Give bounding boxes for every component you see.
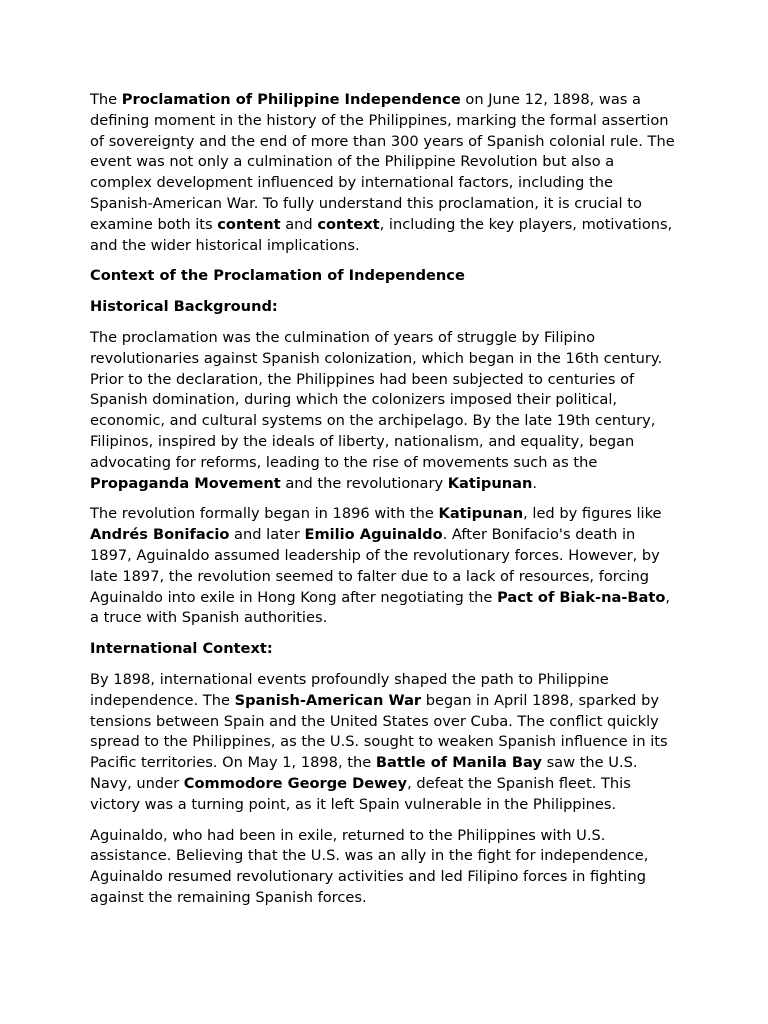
intro-text: and [280,215,318,233]
paragraph-text: , defeat the Spanish fleet. This victory was a turning point, as it left Spain vulnerable in the Philippines. [90,774,631,813]
historical-paragraph-1 [90,328,680,494]
international-paragraph-1 [90,670,680,816]
content-term: content [217,215,281,233]
paragraph-text: . After Bonifacio's death in 1897, Aguinaldo assumed leadership of the revolutionary forces. However, by late 1897, the revolution seemed to falter due to a lack of resources, forcing Aguinaldo into exile in Hong Kong after negotiating the [90,526,660,606]
subheading-international-context: International Context: [90,640,273,658]
paragraph-text: saw the U.S. Navy, under [90,754,638,792]
propaganda-movement-term: Propaganda Movement [90,474,281,492]
section-heading-context: Context of the Proclamation of Independence [90,267,465,285]
intro-text: The [90,91,122,108]
historical-paragraph-2 [90,504,680,629]
subheading-historical-background: Historical Background: [90,298,278,316]
katipunan-term: Katipunan [438,505,524,523]
battle-of-manila-bay-term: Battle of Manila Bay [375,754,542,772]
biak-na-bato-term: Pact of Biak-na-Bato [497,588,666,606]
bonifacio-term: Andrés Bonifacio [90,526,230,544]
spanish-american-war-term: Spanish-American War [234,691,422,709]
paragraph-text: , led by figures like [523,505,662,523]
paragraph-text: By 1898, international events profoundly shaped the path to Philippine independence. The [90,670,609,709]
proclamation-term: Proclamation of Philippine Independence [121,91,461,108]
intro-paragraph [90,90,680,256]
paragraph-text: and the revolutionary [280,474,448,492]
paragraph-text: and later [229,526,305,544]
context-term: context [317,215,380,233]
international-paragraph-2: Aguinaldo, who had been in exile, returned to the Philippines with U.S. assistance. Believing that the U.S. was an ally in the fight for independence, Aguinaldo resumed revolutionary activities and led Filipino forces in fighting against the remaining Spanish forces. [90,826,649,906]
paragraph-text: . [532,474,537,492]
intro-text: on June 12, 1898, was a defining moment in the history of the Philippines, marking the formal assertion of sovereignty and the end of more than 300 years of Spanish colonial rule. The event was not only a culmination of the Philippine Revolution but also a complex development influenced by international factors, including the Spanish-American War. To fully understand this proclamation, it is crucial to examine both its [90,91,675,233]
dewey-term: Commodore George Dewey [183,774,408,792]
document-page [90,90,680,919]
paragraph-text: The revolution formally began in 1896 with the [90,505,439,523]
intro-text: , including the key players, motivations, and the wider historical implications. [90,215,673,254]
aguinaldo-term: Emilio Aguinaldo [304,526,443,544]
paragraph-text: began in April 1898, sparked by tensions between Spain and the United States over Cuba. The conflict quickly spread to the Philippines, as the U.S. sought to weaken Spanish influence in its Pacific territories. On May 1, 1898, the [90,691,668,772]
katipunan-term: Katipunan [447,474,533,492]
paragraph-text: The proclamation was the culmination of years of struggle by Filipino revolutionaries against Spanish colonization, which began in the 16th century. Prior to the declaration, the Philippines had been subjected to centuries of Spanish domination, during which the colonizers imposed their political, economic, and cultural systems on the archipelago. By the late 19th century, Filipinos, inspired by the ideals of liberty, nationalism, and equality, began advocating for reforms, leading to the rise of movements such as the [90,328,663,471]
paragraph-text: , a truce with Spanish authorities. [90,588,671,627]
